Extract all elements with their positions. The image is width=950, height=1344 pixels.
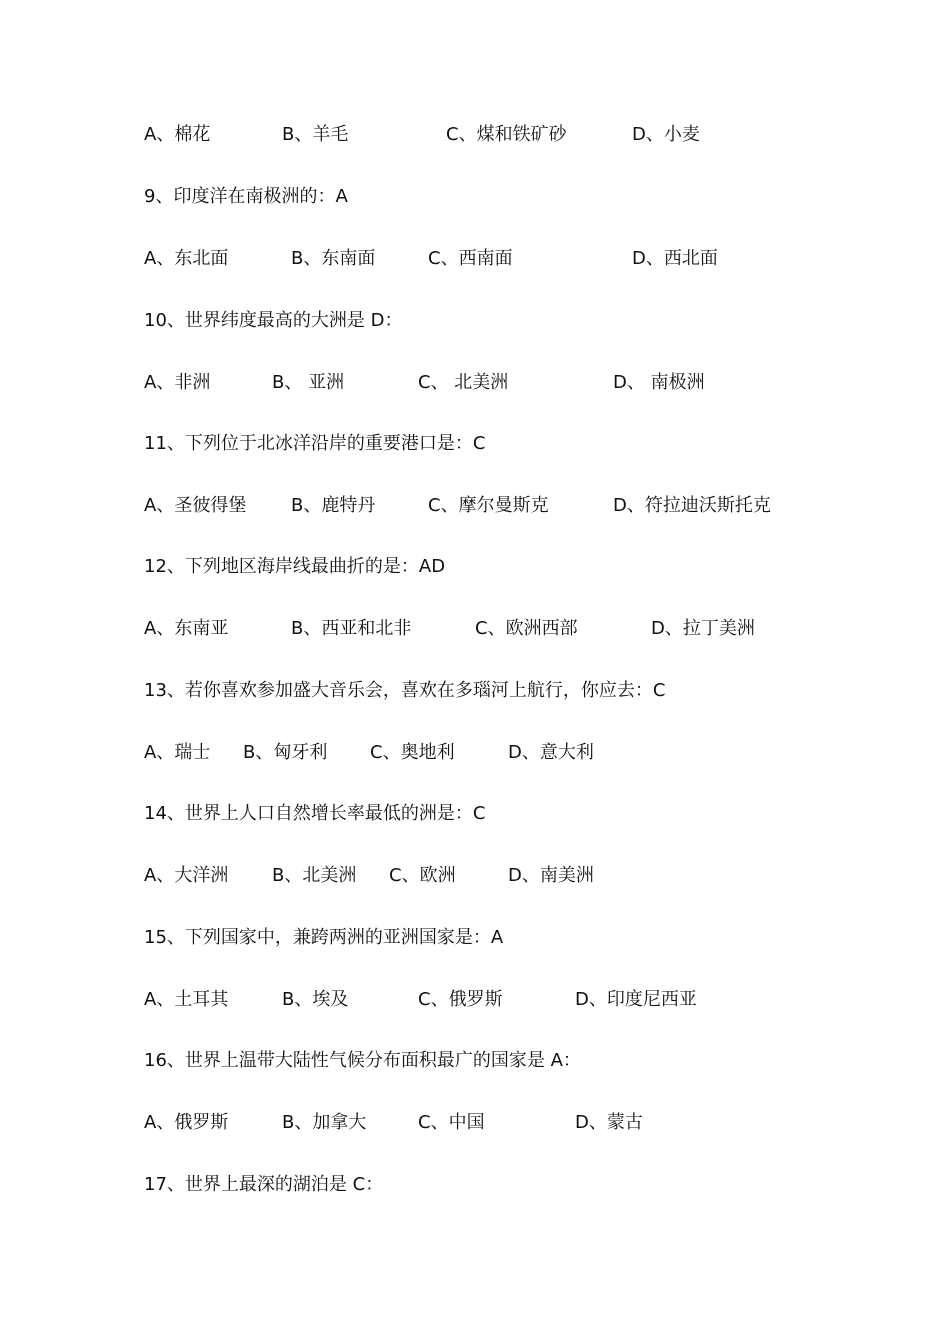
option-a: A、圣彼得堡 [144,495,247,516]
option-b: B、西亚和北非 [291,618,412,639]
question-text: 16、世界上温带大陆性气候分布面积最广的国家是 A： [144,1050,581,1071]
option-a: A、俄罗斯 [144,1112,229,1133]
option-d: D、 南极洲 [613,372,705,393]
question-text: 10、世界纬度最高的大洲是 D： [144,310,403,331]
option-d: D、小麦 [632,124,700,145]
option-b: B、加拿大 [282,1112,367,1133]
option-c: C、奥地利 [370,742,455,763]
option-b: B、北美洲 [272,865,357,886]
option-c: C、西南面 [428,248,513,269]
option-d: D、印度尼西亚 [575,989,697,1010]
option-d: D、南美洲 [508,865,594,886]
option-c: C、摩尔曼斯克 [428,495,549,516]
question-text: 12、下列地区海岸线最曲折的是：AD [144,556,446,577]
option-b: B、鹿特丹 [291,495,376,516]
option-a: A、非洲 [144,372,211,393]
question-text: 13、若你喜欢参加盛大音乐会，喜欢在多瑙河上航行，你应去：C [144,680,666,701]
option-c: C、欧洲西部 [475,618,578,639]
option-c: C、煤和铁矿砂 [446,124,567,145]
option-a: A、棉花 [144,124,211,145]
question-text: 11、下列位于北冰洋沿岸的重要港口是：C [144,433,486,454]
question-text: 15、下列国家中，兼跨两洲的亚洲国家是：A [144,927,504,948]
option-b: B、 亚洲 [272,372,345,393]
option-c: C、俄罗斯 [418,989,503,1010]
option-a: A、瑞士 [144,742,211,763]
option-c: C、中国 [418,1112,485,1133]
option-d: D、西北面 [632,248,718,269]
option-b: B、东南面 [291,248,376,269]
option-a: A、东南亚 [144,618,229,639]
option-d: D、拉丁美洲 [651,618,755,639]
option-b: B、匈牙利 [243,742,328,763]
option-b: B、埃及 [282,989,349,1010]
option-a: A、大洋洲 [144,865,229,886]
option-d: D、蒙古 [575,1112,643,1133]
option-d: D、符拉迪沃斯托克 [613,495,771,516]
option-a: A、东北面 [144,248,229,269]
question-text: 17、世界上最深的湖泊是 C： [144,1174,384,1195]
option-c: C、欧洲 [389,865,456,886]
option-c: C、 北美洲 [418,372,509,393]
question-text: 14、世界上人口自然增长率最低的洲是：C [144,803,486,824]
option-b: B、羊毛 [282,124,349,145]
question-text: 9、印度洋在南极洲的：A [144,186,348,207]
option-d: D、意大利 [508,742,594,763]
option-a: A、土耳其 [144,989,229,1010]
